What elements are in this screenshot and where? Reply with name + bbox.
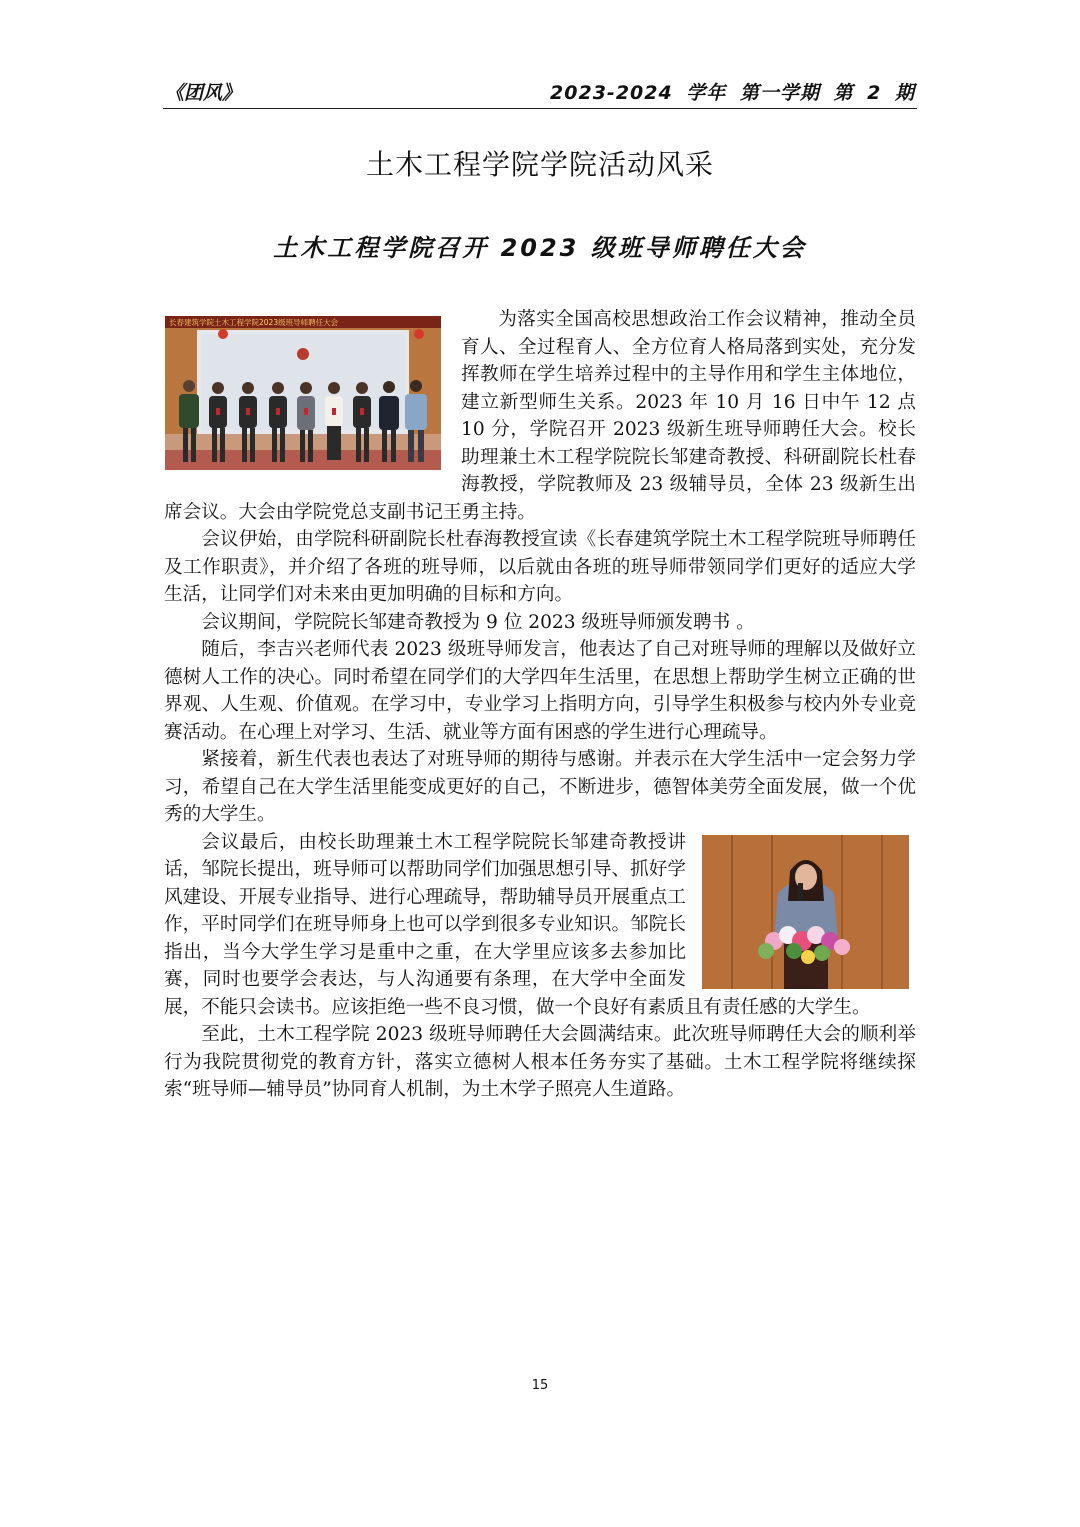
issue-info: 2023-2024 学年 第一学期 第 2 期 <box>550 82 915 104</box>
page-header <box>163 78 917 109</box>
paragraph-student-speech: 紧接着，新生代表也表达了对班导师的期待与感谢。并表示在大学生活中一定会努力学习，希望自己在大学生活里能变成更好的自己，不断进步，德智体美劳全面发展，做一个优秀的大学生。 <box>164 749 916 825</box>
paragraph-opening: 会议伊始，由学院科研副院长杜春海教授宣读《长春建筑学院土木工程学院班导师聘任及工作职责》，并介绍了各班的班导师，以后就由各班的班导师带领同学们更好的适应大学生活，让同学们对未来由更加明确的目标和方向。 <box>164 529 916 605</box>
paragraph-dean-speech: 会议最后，由校长助理兼土木工程学院院长邹建奇教授讲话，邹院长提出，班导师可以帮助同学们加强思想引导、抓好学风建设、开展专业指导、进行心理疏导，帮助辅导员开展重点工作，平时同学们在班导师身上也可以学到很多专业知识。邹院长指出，当今大学生学习是重中之重，在大学里应该多去参加比赛，同时也要学会表达，与人沟通要有条理，在大学中全面发展，不能只会读书。应该拒绝一些不良习惯，做一个良好有素质且有责任感的大学生。 <box>164 831 871 1018</box>
article-body <box>164 306 916 1104</box>
group-photo <box>165 316 441 470</box>
paragraph-teacher-speech: 随后，李吉兴老师代表 2023 级班导师发言，他表达了自己对班导师的理解以及做好立德树人工作的决心。同时希望在同学们的大学四年生活里，在思想上帮助学生树立正确的世界观、人生观、价值观。在学习中，专业学习上指明方向，引导学生积极参与校内外专业竞赛活动。在心理上对学习、生活、就业等方面有困惑的学生进行心理疏导。 <box>164 639 916 743</box>
article-title: 土木工程学院召开 2023 级班导师聘任大会 <box>273 234 807 262</box>
page-title: 土木工程学院学院活动风采 <box>365 148 714 181</box>
paragraph-conclusion: 至此，土木工程学院 2023 级班导师聘任大会圆满结束。此次班导师聘任大会的顺利举行为我院贯彻党的教育方针，落实立德树人根本任务夯实了基础。土木工程学院将继续探索“班导师—辅导员”协同育人机制，为土木学子照亮人生道路。 <box>164 1024 916 1100</box>
paragraph-intro: 为落实全国高校思想政治工作会议精神，推动全员育人、全过程育人、全方位育人格局落到实处，充分发挥教师在学生培养过程中的主导作用和学生主体地位，建立新型师生关系。2023 年 10 月 16 日中午 12 点 10 分，学院召开 2023 级新生班导师聘任大会。校长助理兼土木工程学院院长邹建奇教授、科研副院长杜春海教授，学院教师及 23 级辅导员，全体 23 级新生出席会议。大会由学院党总支副书记王勇主持。 <box>164 309 916 523</box>
page-number: 15 <box>531 1378 549 1393</box>
paragraph-appointment: 会议期间，学院院长邹建奇教授为 9 位 2023 级班导师颁发聘书 。 <box>201 611 755 633</box>
speaker-photo <box>702 835 909 989</box>
photo-banner-text: 长春建筑学院土木工程学院2023级班导师聘任大会 <box>169 318 339 327</box>
journal-name: 《团风》 <box>165 82 242 104</box>
